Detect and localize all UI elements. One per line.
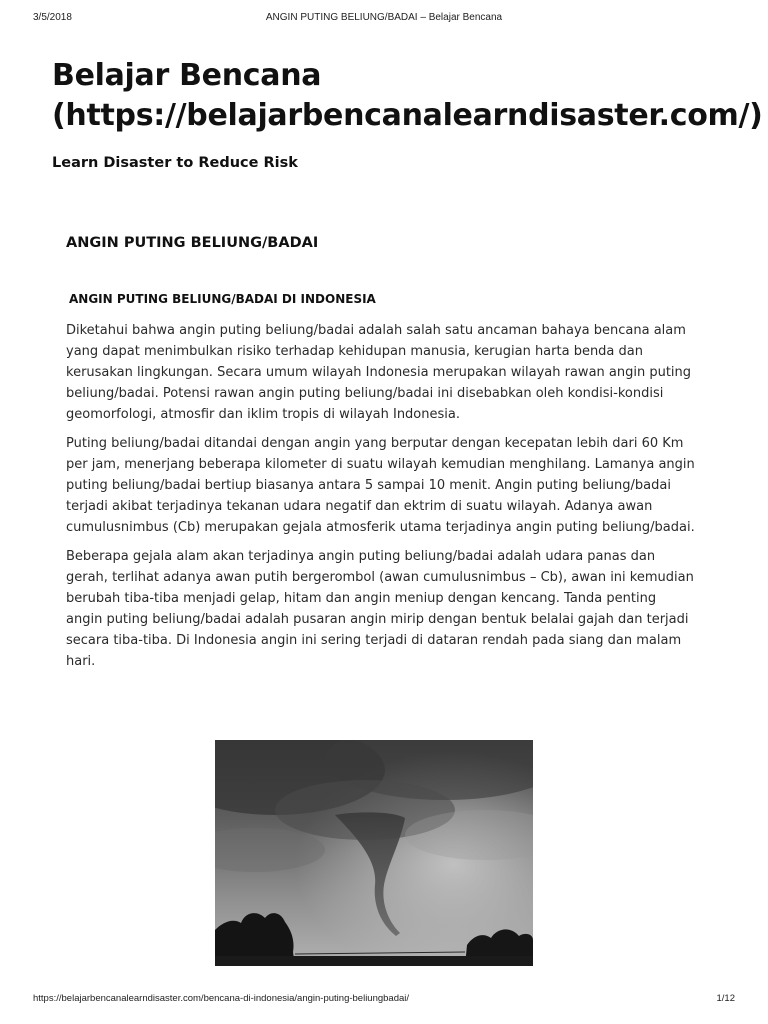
print-page-number: 1/12: [716, 993, 735, 1004]
print-header: [33, 12, 735, 26]
article-paragraph: Puting beliung/badai ditandai dengan angin yang berputar dengan kecepatan lebih dari 60 Km per jam, menerjang beberapa kilometer di suatu wilayah kemudian menghilang. Lamanya angin puting beliung/badai bertiup biasanya antara 5 sampai 10 menit. Angin puting beliung/badai terjadi akibat terjadinya tekanan udara negatif dan ektrim di suatu wilayah. Adanya awan cumulusnimbus (Cb) merupakan gejala atmosferik utama terjadinya angin puting beliung/badai.: [66, 436, 695, 535]
article-title: ANGIN PUTING BELIUNG/BADAI: [66, 235, 319, 251]
tornado-photo: [215, 740, 533, 966]
print-url: https://belajarbencanalearndisaster.com/bencana-di-indonesia/angin-puting-beliungbadai/: [33, 993, 410, 1004]
section-heading: ANGIN PUTING BELIUNG/BADAI DI INDONESIA: [69, 292, 376, 306]
print-page-title: ANGIN PUTING BELIUNG/BADAI – Belajar Bencana: [265, 12, 503, 23]
site-tagline: Learn Disaster to Reduce Risk: [52, 155, 298, 171]
article-paragraph: Diketahui bahwa angin puting beliung/badai adalah salah satu ancaman bahaya bencana alam yang dapat menimbulkan risiko terhadap kehidupan manusia, kerugian harta benda dan kerusakan lingkungan. Secara umum wilayah Indonesia merupakan wilayah rawan angin puting beliung/badai. Potensi rawan angin puting beliung/badai ini disebabkan oleh kondisi-kondisi geomorfologi, atmosfir dan iklim tropis di wilayah Indonesia.: [66, 323, 692, 422]
article-paragraph: Beberapa gejala alam akan terjadinya angin puting beliung/badai adalah udara panas dan gerah, terlihat adanya awan putih bergerombol (awan cumulusnimbus – Cb), awan ini kemudian berubah tiba-tiba menjadi gelap, hitam dan angin meniup dengan kencang. Tanda penting angin puting beliung/badai adalah pusaran angin mirip dengan bentuk belalai gajah dan terjadi secara tiba-tiba. Di Indonesia angin ini sering terjadi di dataran rendah pada siang dan malam hari.: [66, 549, 694, 669]
print-date: 3/5/2018: [33, 12, 72, 23]
site-title-link[interactable]: Belajar Bencana (https://belajarbencanalearndisaster.com/): [52, 58, 763, 133]
print-footer: [33, 993, 735, 1007]
article-body: [66, 320, 696, 680]
